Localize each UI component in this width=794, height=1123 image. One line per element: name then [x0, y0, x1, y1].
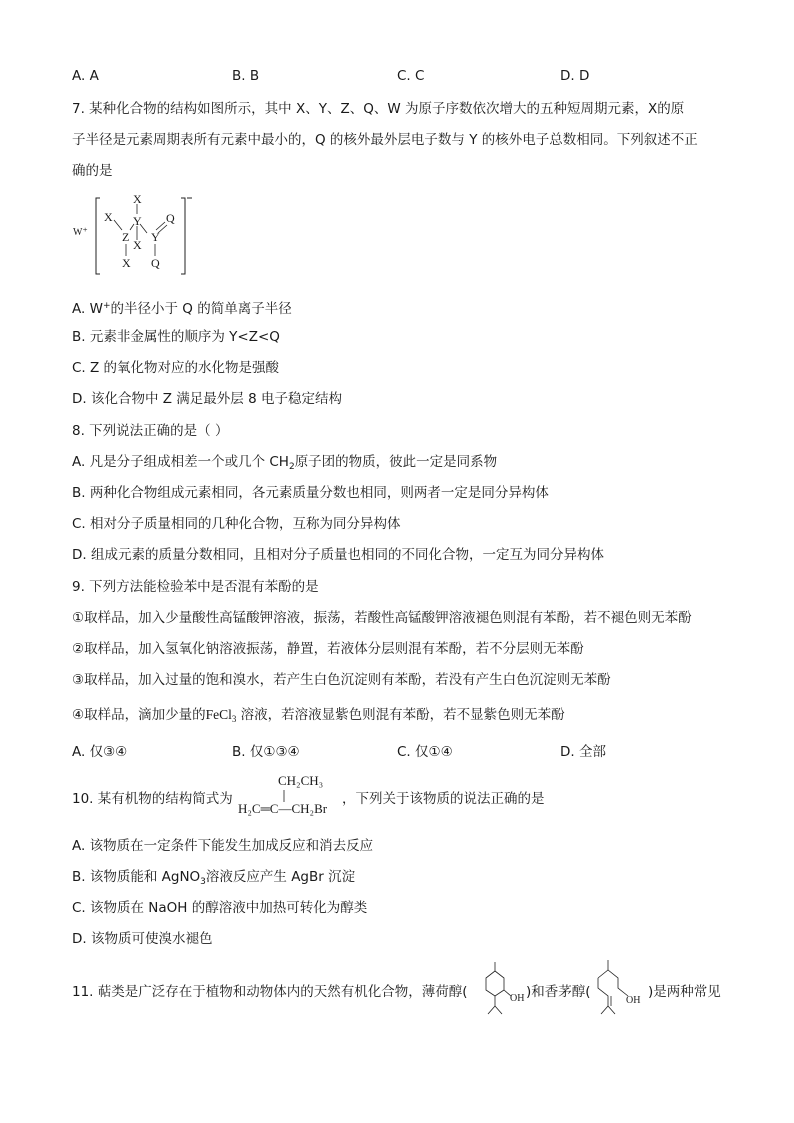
q11-stem-post: )是两种常见: [648, 984, 721, 1000]
q9-item-3: ③取样品，加入过量的饱和溴水，若产生白色沉淀则有苯酚，若没有产生白色沉淀则无苯酚: [72, 672, 611, 688]
q9-options: [72, 743, 732, 761]
q8-option-b: B. 两种化合物组成元素相同，各元素质量分数也相同，则两者一定是同分异构体: [72, 485, 549, 501]
q8-stem: 8. 下列说法正确的是（ ）: [72, 423, 229, 439]
q6-option-a: A. A: [72, 68, 99, 84]
q7-structure-figure: [70, 190, 200, 280]
q10-structure-top: CH₂CH₃: [278, 773, 324, 788]
citronellol-svg: [594, 956, 648, 1020]
atom-q-bottom: Q: [151, 256, 160, 270]
q10-structure-figure: [238, 772, 338, 818]
q10-structure-bottom: H₂C═C—CH₂Br: [238, 801, 328, 816]
citronellol-structure: [594, 956, 648, 1020]
atom-x-top: X: [133, 192, 142, 206]
citronellol-oh: OH: [626, 995, 641, 1006]
q10-stem-post: ，下列关于该物质的说法正确的是: [342, 791, 545, 807]
atom-q-double: Q: [166, 211, 175, 225]
q10-option-b: B. 该物质能和 AgNO$_3$溶液反应产生 AgBr 沉淀: [72, 869, 356, 887]
atom-z: Z: [122, 230, 130, 244]
q9-option-c: C. 仅①④: [397, 744, 453, 760]
q7-option-b: B. 元素非金属性的顺序为 Y<Z<Q: [72, 329, 280, 345]
q6-option-b: B. B: [232, 68, 260, 84]
atom-x-left: X: [104, 210, 113, 224]
q9-option-d: D. 全部: [560, 744, 606, 760]
q8-option-a: A. 凡是分子组成相差一个或几个 $CH_2$原子团的物质，彼此一定是同系物: [72, 454, 498, 472]
atom-x-bottom: X: [122, 256, 131, 270]
q7-stem-line1: 7. 某种化合物的结构如图所示，其中 X、Y、Z、Q、W 为原子序数依次增大的五种短周期元素，X的原: [72, 101, 685, 117]
q9-item-4: ④取样品，滴加少量的FeCl$_3$ 溶液，若溶液显紫色则混有苯酚，若不显紫色则无苯酚: [72, 707, 565, 724]
q8-option-c: C. 相对分子质量相同的几种化合物，互称为同分异构体: [72, 516, 401, 532]
q10-option-d: D. 该物质可使溴水褪色: [72, 931, 213, 947]
q9-stem: 9. 下列方法能检验苯中是否混有苯酚的是: [72, 579, 319, 595]
cation-w-plus: W⁺: [73, 227, 88, 238]
atom-y-center: Y: [133, 214, 142, 228]
q9-item-2: ②取样品，加入氢氧化钠溶液振荡，静置，若液体分层则混有苯酚，若不分层则无苯酚: [72, 641, 584, 657]
q9-item-1: ①取样品，加入少量酸性高锰酸钾溶液，振荡，若酸性高锰酸钾溶液褪色则混有苯酚，若不褪色则无苯酚: [72, 610, 692, 626]
q10-option-a: A. 该物质在一定条件下能发生加成反应和消去反应: [72, 838, 374, 854]
q7-stem-line2: 子半径是元素周期表所有元素中最小的，Q 的核外最外层电子数与 Y 的核外电子总数相同。下列叙述不正: [72, 132, 698, 148]
q11-stem-pre: 11. 萜类是广泛存在于植物和动物体内的天然有机化合物，薄荷醇(: [72, 984, 468, 1000]
menthol-oh: OH: [510, 993, 525, 1004]
q10-option-c: C. 该物质在 NaOH 的醇溶液中加热可转化为醇类: [72, 900, 368, 916]
q10-stem-pre: 10. 某有机物的结构简式为: [72, 791, 233, 807]
q6-options: [72, 67, 732, 85]
q11-stem-mid: )和香茅醇(: [526, 984, 591, 1000]
atom-x-below: X: [133, 238, 142, 252]
q6-option-d: D. D: [560, 68, 590, 84]
q9-option-b: B. 仅①③④: [232, 744, 300, 760]
atom-y-right: Y: [151, 230, 160, 244]
menthol-structure: [478, 958, 526, 1020]
q7-stem-line3: 确的是: [72, 163, 113, 179]
q7-option-a: A. W+的半径小于 Q 的简单离子半径: [72, 301, 292, 317]
q7-option-c: C. Z 的氧化物对应的水化物是强酸: [72, 360, 280, 376]
q9-option-a: A. 仅③④: [72, 744, 128, 760]
menthol-svg: [478, 958, 526, 1020]
q6-option-c: C. C: [397, 68, 425, 84]
q7-option-d: D. 该化合物中 Z 满足最外层 8 电子稳定结构: [72, 391, 342, 407]
q8-option-d: D. 组成元素的质量分数相同，且相对分子质量也相同的不同化合物，一定互为同分异构体: [72, 547, 604, 563]
